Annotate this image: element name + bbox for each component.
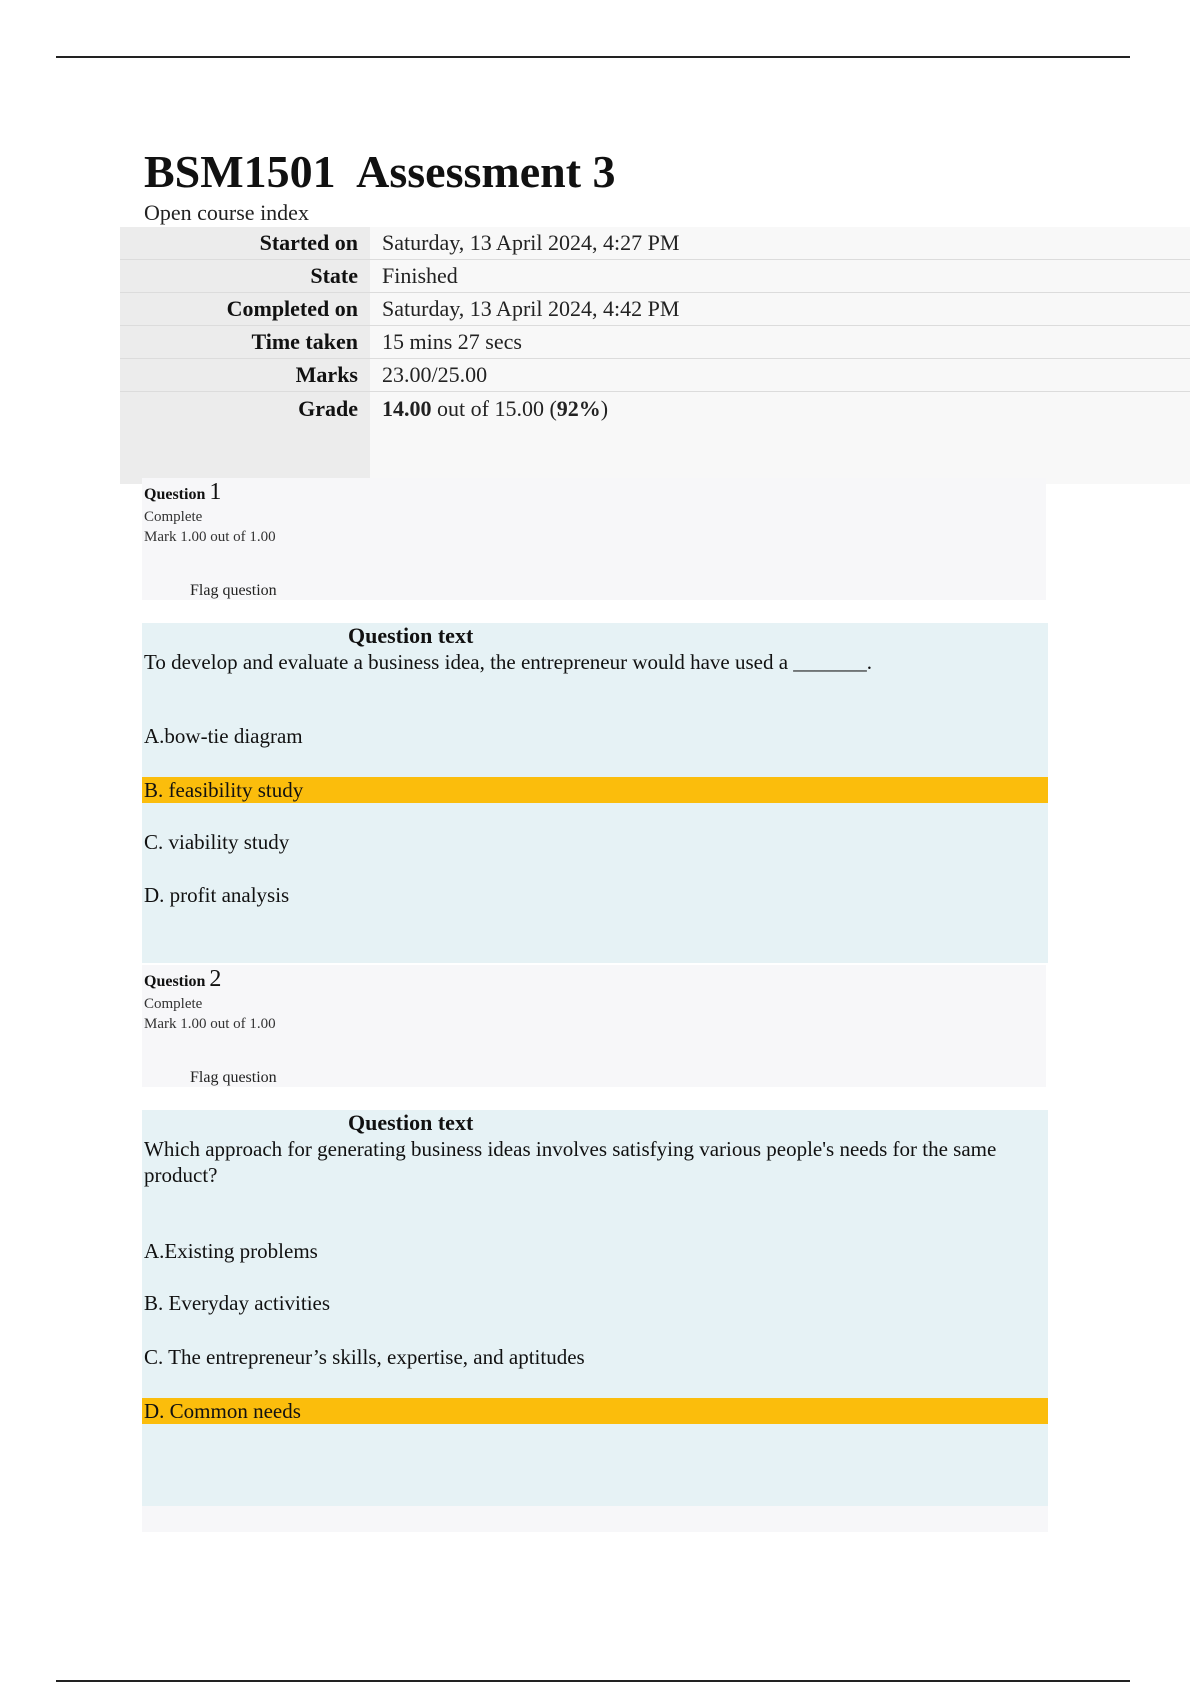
question-1-content — [142, 623, 1048, 963]
flag-question-link[interactable]: Flag question — [190, 1069, 277, 1086]
question-1-info — [142, 478, 1046, 600]
summary-row-marks — [120, 359, 1190, 392]
summary-row-state — [120, 260, 1190, 293]
question-prompt: To develop and evaluate a business idea, the entrepreneur would have used a _______. — [144, 650, 873, 674]
grade-percent: 92% — [556, 396, 601, 421]
summary-value: Saturday, 13 April 2024, 4:27 PM — [370, 227, 1190, 260]
bottom-page-rule — [56, 1680, 1130, 1682]
summary-row-completed — [120, 293, 1190, 326]
summary-label: Started on — [120, 227, 370, 260]
answer-option-d-selected[interactable]: D. Common needs — [142, 1398, 1048, 1424]
answer-option-b[interactable]: B. Everyday activities — [144, 1291, 331, 1315]
top-page-rule — [56, 56, 1130, 58]
summary-value: 23.00/25.00 — [370, 359, 1190, 392]
question-heading — [144, 967, 1046, 994]
answer-option-c[interactable]: C. The entrepreneur’s skills, expertise, and aptitudes — [144, 1345, 585, 1369]
answer-option-c[interactable]: C. viability study — [144, 830, 290, 854]
page-title: BSM1501 Assessment 3 — [144, 146, 616, 197]
question-2-info — [142, 965, 1046, 1087]
summary-value: Finished — [370, 260, 1190, 293]
grade-close: ) — [600, 396, 609, 421]
summary-row-time-taken — [120, 326, 1190, 359]
question-number: 2 — [209, 966, 222, 992]
answer-option-a[interactable]: A.bow-tie diagram — [144, 724, 303, 748]
question-prompt: Which approach for generating business ideas involves satisfying various people's needs for the same product? — [144, 1137, 997, 1187]
question-heading — [144, 480, 1046, 507]
open-course-index-link[interactable]: Open course index — [144, 200, 309, 225]
question-text-label: Question text — [348, 623, 474, 648]
attempt-summary-table — [120, 227, 1190, 484]
question-status: Complete — [144, 996, 203, 1012]
question-text-label: Question text — [348, 1110, 474, 1135]
summary-label: Marks — [120, 359, 370, 392]
summary-label: Time taken — [120, 326, 370, 359]
question-status: Complete — [144, 509, 203, 525]
answer-option-a[interactable]: A.Existing problems — [144, 1239, 318, 1263]
summary-label: Completed on — [120, 293, 370, 326]
summary-value: 15 mins 27 secs — [370, 326, 1190, 359]
answer-option-d[interactable]: D. profit analysis — [144, 883, 290, 907]
question-2-content — [142, 1110, 1048, 1506]
flag-question-link[interactable]: Flag question — [190, 582, 277, 599]
next-question-strip — [142, 1506, 1048, 1532]
question-mark: Mark 1.00 out of 1.00 — [144, 1016, 276, 1032]
summary-row-grade — [120, 392, 1190, 485]
question-number: 1 — [209, 479, 222, 505]
summary-row-started — [120, 227, 1190, 260]
grade-value — [370, 392, 1190, 485]
question-heading-label: Question — [144, 486, 206, 503]
question-heading-label: Question — [144, 973, 206, 990]
summary-value: Saturday, 13 April 2024, 4:42 PM — [370, 293, 1190, 326]
grade-score: 14.00 — [382, 396, 432, 421]
answer-option-b-selected[interactable]: B. feasibility study — [142, 777, 1048, 803]
summary-label: Grade — [120, 392, 370, 485]
question-mark: Mark 1.00 out of 1.00 — [144, 529, 276, 545]
summary-label: State — [120, 260, 370, 293]
grade-out-of: out of 15.00 ( — [431, 396, 557, 421]
